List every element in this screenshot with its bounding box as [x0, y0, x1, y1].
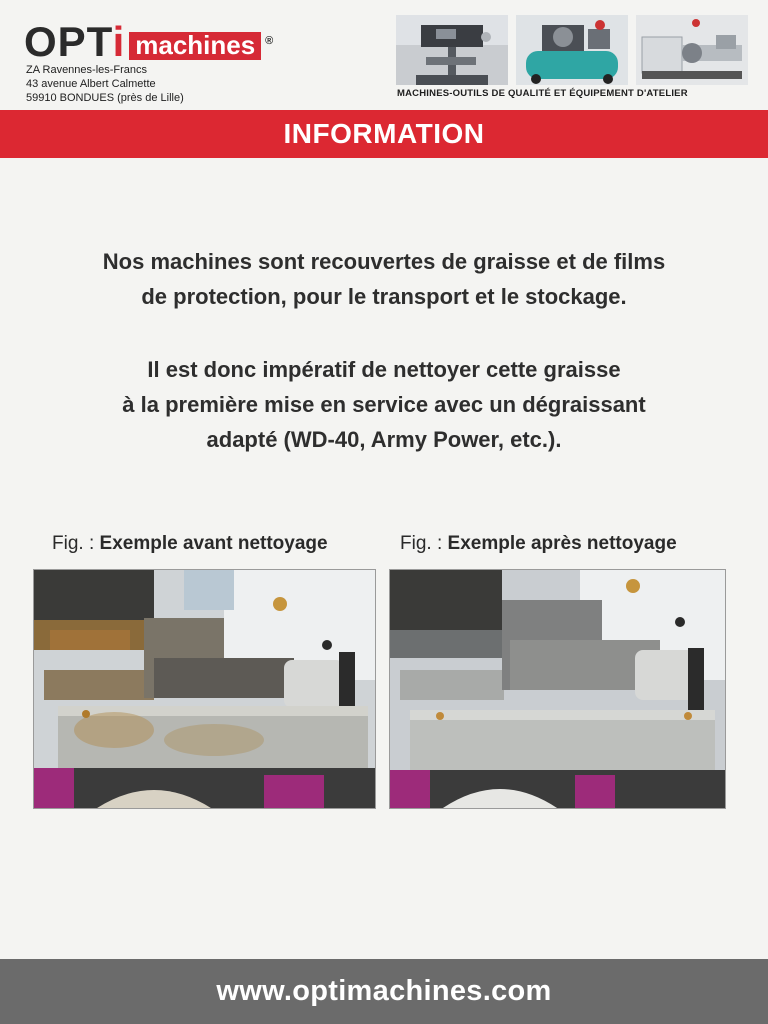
information-banner [0, 110, 768, 158]
photo-before-cleaning [33, 569, 376, 809]
address-line: 43 avenue Albert Calmette [26, 78, 156, 90]
logo-machines-label: machines ® [129, 32, 261, 60]
banner-title: INFORMATION [283, 118, 485, 149]
text-line: à la première mise en service avec un dégraissant [122, 392, 646, 417]
air-compressor-thumbnail [516, 15, 628, 85]
text-line: adapté (WD-40, Army Power, etc.). [206, 427, 562, 452]
figure-caption-before: Fig. : Exemple avant nettoyage [52, 533, 328, 554]
product-thumbnails [396, 15, 748, 85]
photo-after-cleaning [389, 569, 726, 809]
page-header [0, 0, 768, 110]
address-line: 59910 BONDUES (près de Lille) [26, 92, 184, 104]
lathe-thumbnail [636, 15, 748, 85]
optimachines-logo [24, 14, 274, 65]
logo-wordmark: OPTi [24, 18, 126, 65]
figure-caption-after: Fig. : Exemple après nettoyage [400, 533, 677, 554]
text-line: Nos machines sont recouvertes de graisse et de films [102, 249, 666, 274]
intro-paragraph [0, 244, 768, 314]
text-line: de protection, pour le transport et le stockage. [141, 284, 627, 309]
drill-press-thumbnail [396, 15, 508, 85]
company-address [26, 63, 184, 105]
instruction-paragraph [0, 352, 768, 457]
website-url: www.optimachines.com [216, 975, 552, 1007]
text-line: Il est donc impératif de nettoyer cette graisse [147, 357, 621, 382]
page-footer [0, 959, 768, 1024]
tagline: MACHINES-OUTILS DE QUALITÉ ET ÉQUIPEMENT D'ATELIER [397, 88, 688, 99]
address-line: ZA Ravennes-les-Francs [26, 64, 148, 76]
